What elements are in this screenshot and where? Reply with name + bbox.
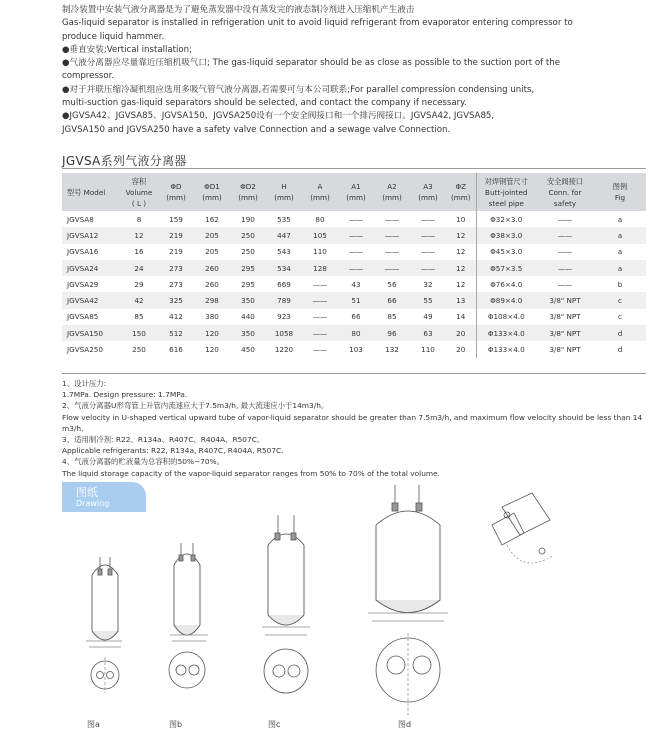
table-cell: 3/8" NPT (536, 325, 594, 341)
table-cell: JGVSA29 (67, 279, 99, 289)
column-header-line: H (281, 182, 287, 191)
table-cell: JGVSA150 (62, 325, 120, 341)
table-cell: 8 (136, 214, 142, 224)
column-header-line: (mm) (418, 193, 438, 202)
spec-table (62, 173, 646, 358)
table-cell: 66 (374, 292, 410, 308)
table-cell: 42 (120, 292, 158, 308)
table-cell: 132 (385, 345, 399, 355)
table-cell: 96 (374, 325, 410, 341)
table-cell: c (618, 312, 622, 322)
table-cell: JGVSA8 (67, 214, 94, 224)
column-header-line: ΦD2 (240, 182, 256, 191)
table-cell: 350 (230, 325, 266, 341)
column-header (594, 173, 646, 211)
table-cell: —— (374, 227, 410, 243)
table-cell: 447 (266, 227, 302, 243)
table-cell: —— (374, 260, 410, 276)
column-header-line: Conn. for (548, 187, 582, 197)
table-cell: 12 (120, 227, 158, 243)
table-cell: 80 (315, 214, 325, 224)
table-cell: 120 (205, 345, 219, 355)
column-header-line: Butt-jointed (485, 187, 528, 197)
table-cell: a (594, 260, 646, 276)
column-header-line: safety (553, 198, 577, 208)
table-cell: 260 (194, 260, 230, 276)
column-header (476, 173, 536, 211)
table-cell: 1058 (266, 325, 302, 341)
table-cell: 190 (241, 214, 255, 224)
intro-line: ●对于并联压缩冷凝机组应选用多吸气管气液分离器,若需要可与本公司联系;For parallel compression condensing units, (62, 84, 535, 95)
intro-text (62, 4, 647, 137)
table-row (62, 227, 646, 243)
table-cell: 10 (456, 214, 466, 224)
table-cell: 923 (277, 312, 291, 322)
table-cell: Φ76×4.0 (476, 276, 536, 292)
table-cell: —— (312, 312, 328, 322)
table-cell: Φ45×3.0 (476, 244, 536, 260)
table-cell: —— (420, 247, 436, 257)
table-cell: —— (410, 260, 446, 276)
table-cell: —— (302, 292, 338, 308)
column-header-line: A3 (423, 182, 433, 191)
table-cell: b (617, 279, 623, 289)
table-cell: 12 (446, 227, 476, 243)
table-cell: —— (557, 214, 573, 224)
table-cell: 29 (134, 279, 144, 289)
table-cell: 789 (266, 292, 302, 308)
table-cell: 295 (230, 260, 266, 276)
column-header-line: steel pipe (488, 198, 524, 208)
table-cell: —— (536, 227, 594, 243)
column-header-line: (mm) (238, 193, 258, 202)
table-cell: 150 (120, 325, 158, 341)
figure-a-label: 图a (87, 720, 100, 729)
note-line: 1.7MPa. Design pressure: 1.7MPa. (62, 390, 188, 400)
table-cell: —— (384, 214, 400, 224)
table-cell: Φ89×4.0 (476, 292, 536, 308)
table-cell: 16 (134, 247, 144, 257)
column-header (120, 173, 158, 211)
column-header-line: (mm) (310, 193, 330, 202)
figure-c-drawing (262, 515, 310, 693)
table-cell: —— (302, 325, 338, 341)
figure-d-drawing (368, 485, 448, 715)
drawing-title-en: Drawing (76, 499, 110, 508)
section-divider (62, 168, 646, 169)
table-body (62, 211, 646, 358)
table-cell: 12 (456, 247, 466, 257)
column-header (536, 173, 594, 211)
table-cell: 49 (423, 312, 433, 322)
column-header-line: ΦD1 (204, 182, 220, 191)
table-cell: 13 (446, 292, 476, 308)
table-cell: 250 (241, 247, 255, 257)
intro-line: ●JGVSA42、JGVSA85、JGVSA150、JGVSA250设有一个安全阀接口和一个排污阀接口。JGVSA42, JGVSA85, (62, 111, 495, 122)
table-cell: 128 (302, 260, 338, 276)
table-cell: —— (557, 247, 573, 257)
column-header (446, 173, 476, 211)
table-cell: 298 (194, 292, 230, 308)
table-bottom-rule (62, 373, 646, 374)
table-cell: 1220 (274, 345, 294, 355)
figure-d-label: 图d (398, 720, 412, 729)
table-cell: —— (312, 279, 328, 289)
note-line: 1、设计压力: (62, 379, 107, 388)
column-header-line: ΦZ (455, 182, 467, 191)
table-header-row (62, 173, 646, 211)
table-cell: 3/8" NPT (549, 312, 581, 322)
table-cell: JGVSA16 (67, 247, 99, 257)
column-header-line: (mm) (274, 193, 294, 202)
intro-line: multi-suction gas-liquid separators should be selected, and contact the company if necessary. (62, 98, 467, 109)
column-header (410, 173, 446, 211)
intro-line: compressor. (62, 71, 115, 82)
intro-line: Gas-liquid separator is installed in refrigeration unit to avoid liquid refrigerant from evaporator entering compressor to (62, 18, 573, 29)
table-cell: 669 (277, 279, 291, 289)
table-cell: 20 (446, 325, 476, 341)
table-cell: 56 (387, 279, 397, 289)
column-header-line: 安全阀接口 (547, 176, 583, 186)
table-row (62, 341, 646, 357)
column-header-line: (mm) (202, 193, 222, 202)
note-line: 3、适用制冷剂: R22、R134a、R407C、R404A、R507C。 (62, 435, 265, 445)
table-cell: 250 (132, 345, 146, 355)
table-row (62, 309, 646, 325)
table-cell: 543 (277, 247, 291, 257)
table-cell: —— (410, 227, 446, 243)
section-title: JGVSA系列气液分离器 (62, 154, 187, 168)
table-cell: 380 (205, 312, 219, 322)
note-line: The liquid storage capacity of the vapor-liquid separator ranges from 50% to 70% of the total volume. (62, 468, 441, 478)
table-cell: 20 (456, 345, 466, 355)
note-line: 2、气液分离器U形弯管上升管内流速应大于7.5m3/h, 最大流速应小于14m3/h。 (62, 401, 329, 411)
table-cell: —— (348, 247, 364, 257)
column-header-line: 型号 Model (67, 187, 106, 197)
note-line: 4、气液分离器的贮液量为总容积的50%~70%。 (62, 457, 225, 467)
column-header-line: Fig (614, 193, 626, 202)
table-cell: Φ108×4.0 (476, 309, 536, 325)
table-cell: 55 (410, 292, 446, 308)
table-cell: 66 (351, 312, 361, 322)
column-header (266, 173, 302, 211)
column-header-line: (mm) (382, 193, 402, 202)
table-cell: 219 (158, 227, 194, 243)
table-row (62, 244, 646, 260)
note-line: Flow velocity in U-shaped vertical upward tube of vapor-liquid separator should be greater than 7.5m3/h, and maximum flow velocity should be less than 14 m3/h. (62, 412, 643, 433)
column-header (194, 173, 230, 211)
table-cell: 51 (338, 292, 374, 308)
note-line: Applicable refrigerants: R22, R134a, R407C, R404A, R507C. (62, 446, 284, 456)
column-header (338, 173, 374, 211)
table-cell: 295 (241, 279, 255, 289)
column-header-line: 图例 (612, 182, 628, 191)
column-header (62, 173, 120, 211)
table-cell: JGVSA250 (67, 345, 103, 355)
table-row (62, 325, 646, 341)
column-header-line: ΦD (170, 182, 182, 191)
figure-c-label: 图c (268, 720, 281, 729)
table-cell: —— (536, 260, 594, 276)
column-header (302, 173, 338, 211)
table-cell: 85 (387, 312, 397, 322)
table-cell: a (617, 247, 623, 257)
table-cell: 110 (421, 345, 435, 355)
table-cell: 616 (169, 345, 183, 355)
table-cell: 24 (120, 260, 158, 276)
table-cell: 85 (134, 312, 144, 322)
table-cell: —— (338, 260, 374, 276)
table-cell: 205 (205, 247, 219, 257)
table-cell: —— (384, 247, 400, 257)
table-cell: 110 (313, 247, 327, 257)
table-cell: d (617, 345, 623, 355)
table-cell: JGVSA24 (62, 260, 120, 276)
intro-line: JGVSA150 and JGVSA250 have a safety valve Connection and a sewage valve Connection. (62, 124, 451, 135)
table-cell: 325 (158, 292, 194, 308)
notes (62, 378, 652, 479)
table-cell: —— (420, 214, 436, 224)
table-cell: 534 (266, 260, 302, 276)
table-cell: 350 (230, 292, 266, 308)
table-cell: Φ133×4.0 (476, 325, 536, 341)
table-cell: 260 (205, 279, 219, 289)
drawing-title-cn: 图纸 (76, 486, 98, 499)
intro-line: produce liquid hammer. (62, 31, 165, 42)
table-cell: —— (557, 279, 573, 289)
table-cell: 412 (169, 312, 183, 322)
table-cell: JGVSA85 (67, 312, 99, 322)
column-header-line: A (317, 182, 323, 191)
table-cell: 12 (446, 260, 476, 276)
column-header (374, 173, 410, 211)
table-cell: 159 (169, 214, 183, 224)
figure-a-drawing (86, 557, 122, 693)
table-cell: 120 (194, 325, 230, 341)
table-cell: 273 (169, 279, 183, 289)
intro-line: ●垂直安装;Vertical installation; (62, 44, 193, 55)
table-cell: 219 (169, 247, 183, 257)
table-cell: —— (348, 214, 364, 224)
table-row (62, 276, 646, 292)
column-header-line: A1 (351, 182, 361, 191)
column-header-line: (mm) (346, 193, 366, 202)
table-cell: Φ57×3.5 (476, 260, 536, 276)
table-cell: a (617, 214, 623, 224)
table-cell: 273 (158, 260, 194, 276)
table-cell: 512 (158, 325, 194, 341)
table-cell: 103 (349, 345, 363, 355)
table-cell: 43 (351, 279, 361, 289)
table-row (62, 211, 646, 227)
table-cell: 450 (241, 345, 255, 355)
table-cell: —— (312, 345, 328, 355)
intro-line: 制冷装置中安装气液分离器是为了避免蒸发器中没有蒸发完的液态制冷剂进入压缩机产生液击 (62, 5, 415, 15)
table-cell: 105 (302, 227, 338, 243)
column-header-line: (mm) (166, 193, 186, 202)
table-cell: JGVSA12 (62, 227, 120, 243)
table-cell: 12 (456, 279, 466, 289)
column-header (158, 173, 194, 211)
figure-b-drawing (169, 543, 208, 688)
table-cell: c (594, 292, 646, 308)
table-cell: 3/8" NPT (536, 292, 594, 308)
column-header-line: ( L ) (131, 198, 147, 208)
table-cell: 162 (205, 214, 219, 224)
table-cell: JGVSA42 (62, 292, 120, 308)
table-cell: Φ38×3.0 (476, 227, 536, 243)
table-cell: 250 (230, 227, 266, 243)
table-cell: 32 (423, 279, 433, 289)
column-header (230, 173, 266, 211)
table-cell: 63 (410, 325, 446, 341)
figure-b-label: 图b (169, 720, 183, 729)
base-plan-detail (492, 493, 554, 563)
table-cell: 3/8" NPT (549, 345, 581, 355)
table-cell: 14 (456, 312, 466, 322)
table-cell: 80 (338, 325, 374, 341)
table-cell: —— (338, 227, 374, 243)
table-cell: Φ133×4.0 (476, 341, 536, 357)
table-cell: 205 (194, 227, 230, 243)
technical-drawings (62, 485, 652, 730)
column-header-line: A2 (387, 182, 397, 191)
table-cell: 535 (277, 214, 291, 224)
table-row (62, 292, 646, 308)
column-header-line: 对焊钢管尺寸 (484, 176, 528, 186)
column-header-line: 容积 (131, 176, 147, 186)
table-cell: d (594, 325, 646, 341)
table-row (62, 260, 646, 276)
table-cell: 440 (241, 312, 255, 322)
table-cell: Φ32×3.0 (476, 211, 536, 227)
intro-line: ●气液分离器应尽量靠近压缩机吸气口; The gas-liquid separator should be as close as possible to the suction port of the (62, 58, 560, 69)
table-cell: a (594, 227, 646, 243)
column-header-line: (mm) (450, 193, 471, 202)
column-header-line: Volume (125, 187, 153, 197)
